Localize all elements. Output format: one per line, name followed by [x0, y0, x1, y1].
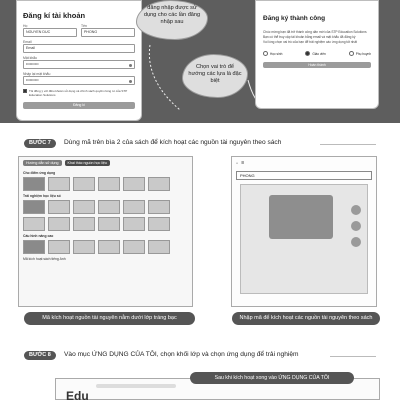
- thumbnail: [98, 217, 120, 231]
- lock-icon: [269, 195, 333, 239]
- tab-resources[interactable]: Khai thác nguồn học liệu: [65, 160, 110, 166]
- password-field[interactable]: [23, 60, 135, 69]
- agree-text: Tôi đồng ý với điều khoản sử dụng và chính sách quyền riêng tư của STP Education Solutions: [29, 89, 128, 97]
- thumbnail: [98, 177, 120, 191]
- register-title: Đăng kí tài khoản: [23, 11, 86, 20]
- thumbnail: [73, 200, 95, 214]
- thumbnail-row: [19, 217, 192, 231]
- arrow-icon: [140, 40, 260, 120]
- thumbnail: [98, 200, 120, 214]
- edu-logo: Edu: [66, 389, 89, 403]
- thumbnail: [48, 177, 70, 191]
- thumbnail: [73, 240, 95, 254]
- eye-icon[interactable]: [129, 64, 132, 67]
- register-button[interactable]: Đăng kí: [23, 102, 135, 109]
- callout-login: đăng nhập được sử dụng cho các lần đăng nhập sau: [136, 0, 208, 40]
- radio-icon: [305, 51, 310, 56]
- radio-icon: [349, 51, 354, 56]
- register-card: Đăng kí tài khoản Họ NGUYEN DUC Tên PHONG Email Email Mật khẩu •••••••••• Nhập lại mật khẩu •••••••••• Tôi đồng ý với điều khoản sử dụng và chính sách quyền riêng tư của STP Education Solutions Đăng kí: [16, 0, 142, 121]
- user-icon[interactable]: [351, 237, 361, 247]
- phone-field[interactable]: PHONG: [81, 28, 135, 37]
- thumbnail: [73, 177, 95, 191]
- resource-guide-panel: [18, 156, 193, 307]
- eye-icon[interactable]: [129, 80, 132, 83]
- thumbnail: [123, 217, 145, 231]
- thumbnail-row: [19, 177, 192, 191]
- search-input[interactable]: PHONG: [236, 171, 372, 180]
- activation-panel: [231, 156, 377, 307]
- success-title: Đăng ký thành công: [263, 15, 326, 22]
- thumbnail: [123, 200, 145, 214]
- step8-badge: BƯỚC 8: [24, 351, 56, 360]
- qr-code-icon: [23, 200, 45, 214]
- role-teacher[interactable]: [305, 51, 325, 56]
- thumbnail: [123, 177, 145, 191]
- thumbnail: [48, 240, 70, 254]
- thumbnail: [148, 200, 170, 214]
- qr-code-icon: [23, 177, 45, 191]
- side-icon-column: [351, 205, 365, 253]
- finish-button[interactable]: Hoàn thành: [263, 62, 371, 68]
- top-bar: [232, 157, 376, 169]
- thumbnail-row: [19, 200, 192, 214]
- caption-right: Nhập mã để kích hoạt các nguồn tài nguyên theo sách: [232, 312, 380, 325]
- success-line-3: Vui lòng chọn vai trò của bạn để trải nghiệm các ứng dụng tốt nhất: [263, 40, 357, 44]
- thumbnail: [148, 217, 170, 231]
- role-parent-label: Phụ huynh: [355, 51, 371, 56]
- agree-checkbox[interactable]: [23, 89, 27, 93]
- role-student[interactable]: [263, 51, 282, 56]
- divider: [320, 144, 376, 145]
- thumbnail: [48, 200, 70, 214]
- email-field[interactable]: Email: [23, 44, 135, 53]
- thumbnail: [123, 240, 145, 254]
- thumbnail: [73, 217, 95, 231]
- step8-text: Vào mục ỨNG DỤNG CỦA TÔI, chọn khối lớp và chọn ứng dụng để trải nghiệm: [64, 351, 299, 358]
- radio-icon: [263, 51, 268, 56]
- success-line-1: Chúc mừng bạn đã trở thành công dân mới của STP Education Solutions: [263, 30, 367, 34]
- caption-left: Mã kích hoạt nguồn tài nguyên nằm dưới lớp tráng bạc: [24, 312, 195, 325]
- callout-role: Chọn vai trò để hướng các lựa là đặc biệt: [182, 54, 248, 98]
- section-digital-resources: Trải nghiệm học liệu số: [23, 194, 61, 198]
- activation-area: [240, 184, 368, 294]
- step7-text: Dùng mã trên bìa 2 của sách để kích hoạt các nguồn tài nguyên theo sách: [64, 139, 282, 146]
- my-apps-note: Sau khi kích hoạt xong vào ỨNG DỤNG CỦA TÔI: [190, 372, 354, 384]
- section-app-rating: Cho điểm ứng dụng: [23, 171, 56, 175]
- tab-guide[interactable]: Hướng dẫn sử dụng: [23, 160, 62, 166]
- name-field[interactable]: NGUYEN DUC: [23, 28, 77, 37]
- role-parent[interactable]: [349, 51, 371, 56]
- section-advanced: Cấu hình nâng cao: [23, 234, 54, 238]
- success-card: [255, 0, 379, 109]
- qr-code-icon: [23, 240, 45, 254]
- role-student-label: Học sinh: [270, 51, 283, 56]
- phone-icon[interactable]: [351, 205, 361, 215]
- confirm-password-value: ••••••••••: [26, 78, 39, 82]
- menu-icon[interactable]: ☰: [241, 161, 245, 165]
- thumbnail: [48, 217, 70, 231]
- help-icon[interactable]: [351, 221, 361, 231]
- thumbnail: [23, 217, 45, 231]
- thumbnail: [148, 177, 170, 191]
- success-line-2: Bạn có thể truy cập tài khoản bằng email và mật khẩu đã đăng ký: [263, 35, 356, 39]
- password-value: ••••••••••: [26, 62, 39, 66]
- home-icon[interactable]: ⌂: [236, 161, 239, 165]
- role-teacher-label: Giáo viên: [312, 51, 326, 56]
- confirm-password-field[interactable]: [23, 76, 135, 85]
- thumbnail: [98, 240, 120, 254]
- thumbnail-row: [19, 240, 192, 254]
- activation-code-note: Mã kích hoạt sách tiếng Anh: [23, 257, 66, 261]
- thumbnail: [148, 240, 170, 254]
- url-bar: [96, 384, 176, 388]
- divider: [330, 356, 376, 357]
- step7-badge: BƯỚC 7: [24, 139, 56, 148]
